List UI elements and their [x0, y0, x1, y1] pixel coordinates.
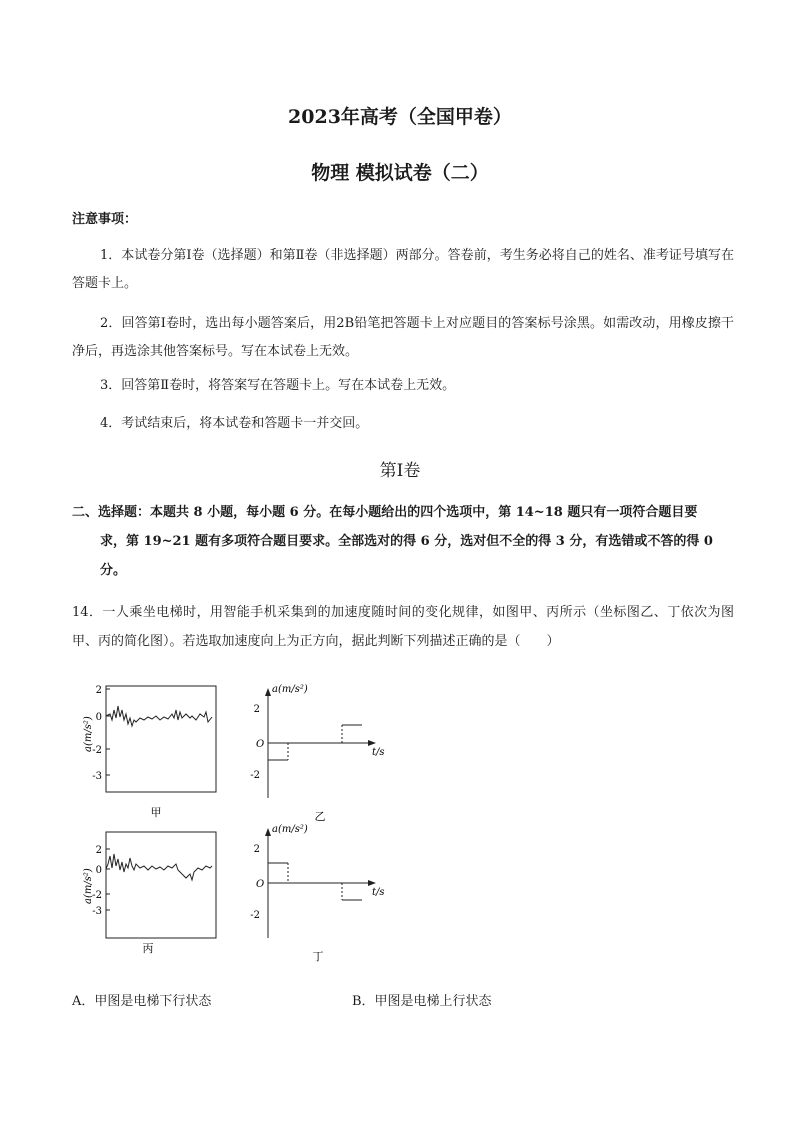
section-line-1: 二、选择题：本题共 8 小题，每小题 6 分。在每小题给出的四个选项中，第 14~18 题只有一项符合题目要	[72, 505, 698, 520]
yi-y-arrow	[265, 688, 271, 696]
notice-item-3: 3．回答第Ⅱ卷时，将答案写在答题卡上。写在本试卷上无效。	[100, 378, 456, 393]
option-b: B．甲图是电梯上行状态	[352, 994, 492, 1009]
yi-xlabel: t/s	[372, 747, 385, 758]
yi-origin: O	[256, 739, 265, 750]
section-line-2: 求，第 19~21 题有多项符合题目要求。全部选对的得 6 分，选对但不全的得 3 分，有选错或不答的得 0	[100, 534, 713, 549]
jia-tick-label-n2: -2	[92, 745, 102, 756]
bing-caption: 丙	[142, 942, 154, 955]
notice-heading: 注意事项：	[72, 212, 138, 227]
bing-tick-label-n3: -3	[92, 906, 102, 917]
bing-frame	[106, 832, 216, 938]
exam-subtitle: 物理 模拟试卷（二）	[311, 162, 489, 184]
section-instructions	[72, 498, 738, 585]
yi-ylabel: a(m/s²)	[272, 684, 308, 695]
part-title: 第Ⅰ卷	[379, 461, 421, 481]
ding-origin: O	[256, 879, 265, 890]
bing-tick-label-n2: -2	[92, 890, 102, 901]
figure-yi	[222, 680, 392, 830]
notice-item-4: 4．考试结束后，将本试卷和答题卡一并交回。	[100, 416, 369, 431]
ding-x-arrow	[368, 880, 376, 886]
bing-tick-label-0: 0	[95, 865, 102, 876]
yi-tick-label-2: 2	[253, 704, 260, 715]
jia-tick-label-2: 2	[95, 685, 102, 696]
ding-tick-label-n2: -2	[250, 910, 260, 921]
jia-tick-label-n3: -3	[92, 771, 102, 782]
figure-jia	[78, 680, 228, 820]
option-a: A．甲图是电梯下行状态	[72, 994, 212, 1009]
notice-item-2: 2．回答第Ⅰ卷时，选出每小题答案后，用2B铅笔把答题卡上对应题目的答案标号涂黑。如需改动，用橡皮擦干净后，再选涂其他答案标号。写在本试卷上无效。	[72, 316, 734, 359]
jia-frame	[106, 686, 216, 792]
jia-caption: 甲	[150, 806, 162, 819]
figure-bing	[78, 826, 228, 966]
ding-ylabel: a(m/s²)	[272, 824, 308, 835]
question-14-stem: 14．一人乘坐电梯时，用智能手机采集到的加速度随时间的变化规律，如图甲、丙所示（坐标图乙、丁依次为图甲、丙的简化图）。若选取加速度向上为正方向，据此判断下列描述正确的是（ ）	[72, 605, 734, 649]
ding-y-arrow	[265, 828, 271, 836]
yi-tick-label-n2: -2	[250, 770, 260, 781]
jia-ylabel: a(m/s²)	[83, 716, 94, 752]
jia-tick-label-0: 0	[95, 712, 102, 723]
figure-ding	[222, 820, 392, 970]
bing-ylabel: a(m/s²)	[83, 868, 94, 904]
ding-xlabel: t/s	[372, 887, 385, 898]
notice-item-1: 1．本试卷分第Ⅰ卷（选择题）和第Ⅱ卷（非选择题）两部分。答卷前，考生务必将自己的姓名、准考证号填写在答题卡上。	[72, 248, 734, 291]
yi-caption: 乙	[314, 810, 326, 823]
bing-tick-label-2: 2	[95, 845, 102, 856]
yi-x-arrow	[368, 740, 376, 746]
ding-tick-label-2: 2	[253, 844, 260, 855]
bing-waveform	[106, 854, 212, 880]
ding-caption: 丁	[312, 950, 324, 963]
section-line-3: 分。	[100, 563, 127, 578]
exam-title: 2023年高考（全国甲卷）	[288, 106, 512, 128]
jia-waveform	[106, 706, 212, 726]
